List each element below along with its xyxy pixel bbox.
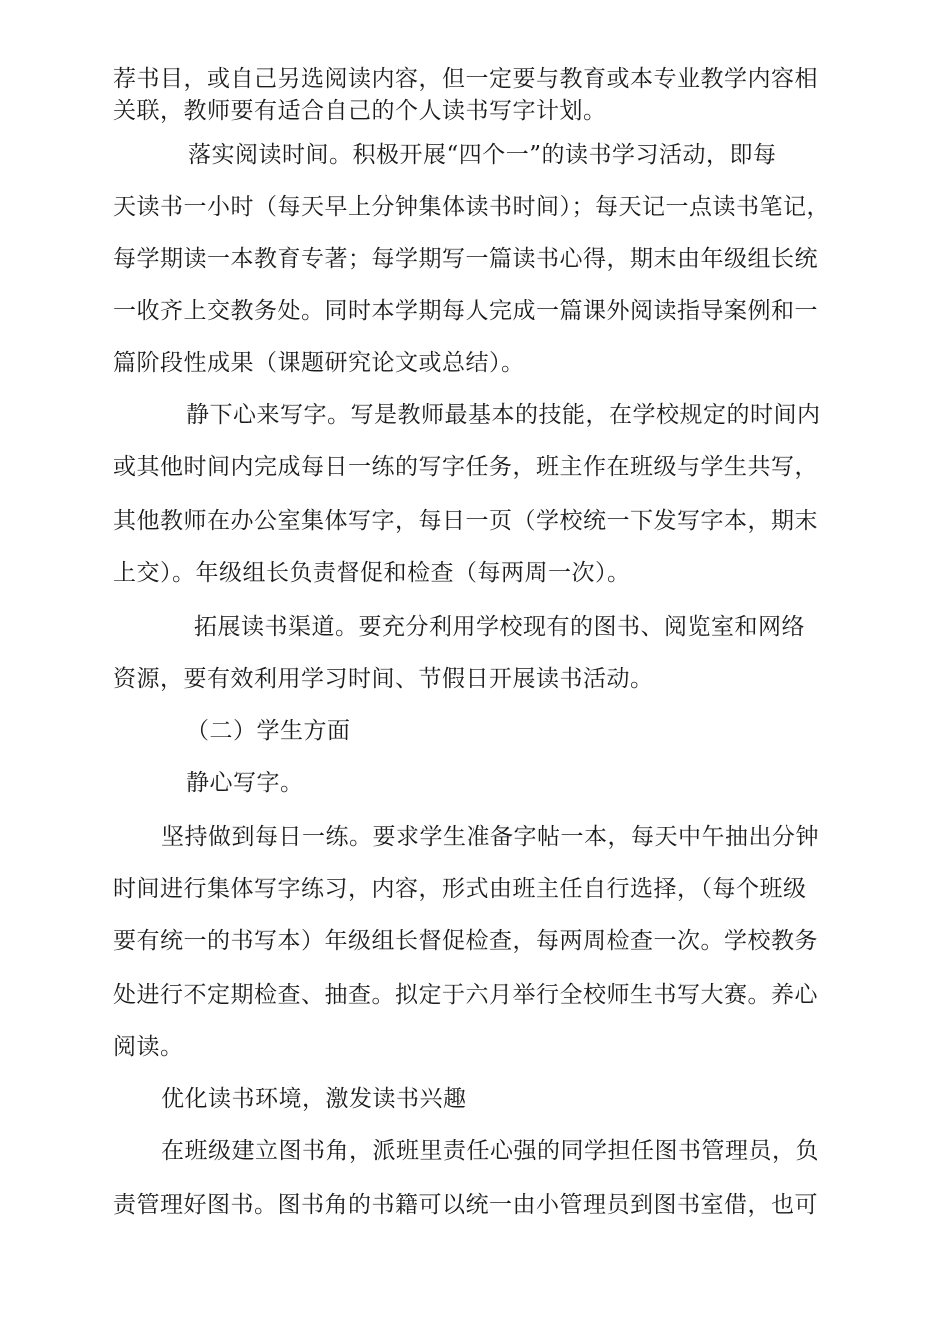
paragraph-start-line: 静下心来写字。写是教师最基本的技能，在学校规定的时间内	[186, 402, 821, 428]
text-line: 天读书一小时（每天早上分钟集体读书时间）；每天记一点读书笔记，	[113, 194, 830, 220]
text-line: 关联，教师要有适合自己的个人读书写字计划。	[113, 98, 607, 124]
subsection-heading: 优化读书环境，激发读书兴趣	[161, 1086, 467, 1112]
paragraph-start-line: 坚持做到每日一练。要求学生准备字帖一本，每天中午抽出分钟	[161, 824, 819, 850]
text-line: 责管理好图书。图书角的书籍可以统一由小管理员到图书室借，也可	[113, 1192, 818, 1218]
text-line: 或其他时间内完成每日一练的写字任务，班主作在班级与学生共写，	[113, 454, 818, 480]
text-line: 上交）。年级组长负责督促和检查（每两周一次）。	[113, 560, 631, 586]
text-line: 处进行不定期检查、抽查。拟定于六月举行全校师生书写大赛。养心	[113, 982, 818, 1008]
text-line: 资源，要有效利用学习时间、节假日开展读书活动。	[113, 666, 654, 692]
text-line: 阅读。	[113, 1034, 184, 1060]
text-line: 篇阶段性成果（课题研究论文或总结）。	[113, 350, 525, 376]
subsection-heading: 静心写字。	[186, 770, 304, 796]
text-line: 荐书目，或自己另选阅读内容，但一定要与教育或本专业教学内容相	[113, 66, 818, 92]
text-line: 一收齐上交教务处。同时本学期每人完成一篇课外阅读指导案例和一	[113, 298, 818, 324]
text-line: 时间进行集体写字练习，内容，形式由班主任自行选择，（每个班级	[113, 876, 807, 902]
paragraph-start-line: 拓展读书渠道。要充分利用学校现有的图书、阅览室和网络	[194, 614, 805, 640]
text-line: 要有统一的书写本）年级组长督促检查，每两周检查一次。学校教务	[113, 928, 818, 954]
text-line: 其他教师在办公室集体写字，每日一页（学校统一下发写字本，期末	[113, 508, 818, 534]
text-line: 每学期读一本教育专著；每学期写一篇读书心得，期末由年级组长统	[113, 246, 818, 272]
paragraph-start-line: 在班级建立图书角，派班里责任心强的同学担任图书管理员，负	[161, 1138, 819, 1164]
paragraph-start-line: 落实阅读时间。积极开展“四个一”的读书学习活动，即每	[188, 142, 777, 168]
section-heading: （二）学生方面	[186, 718, 351, 744]
